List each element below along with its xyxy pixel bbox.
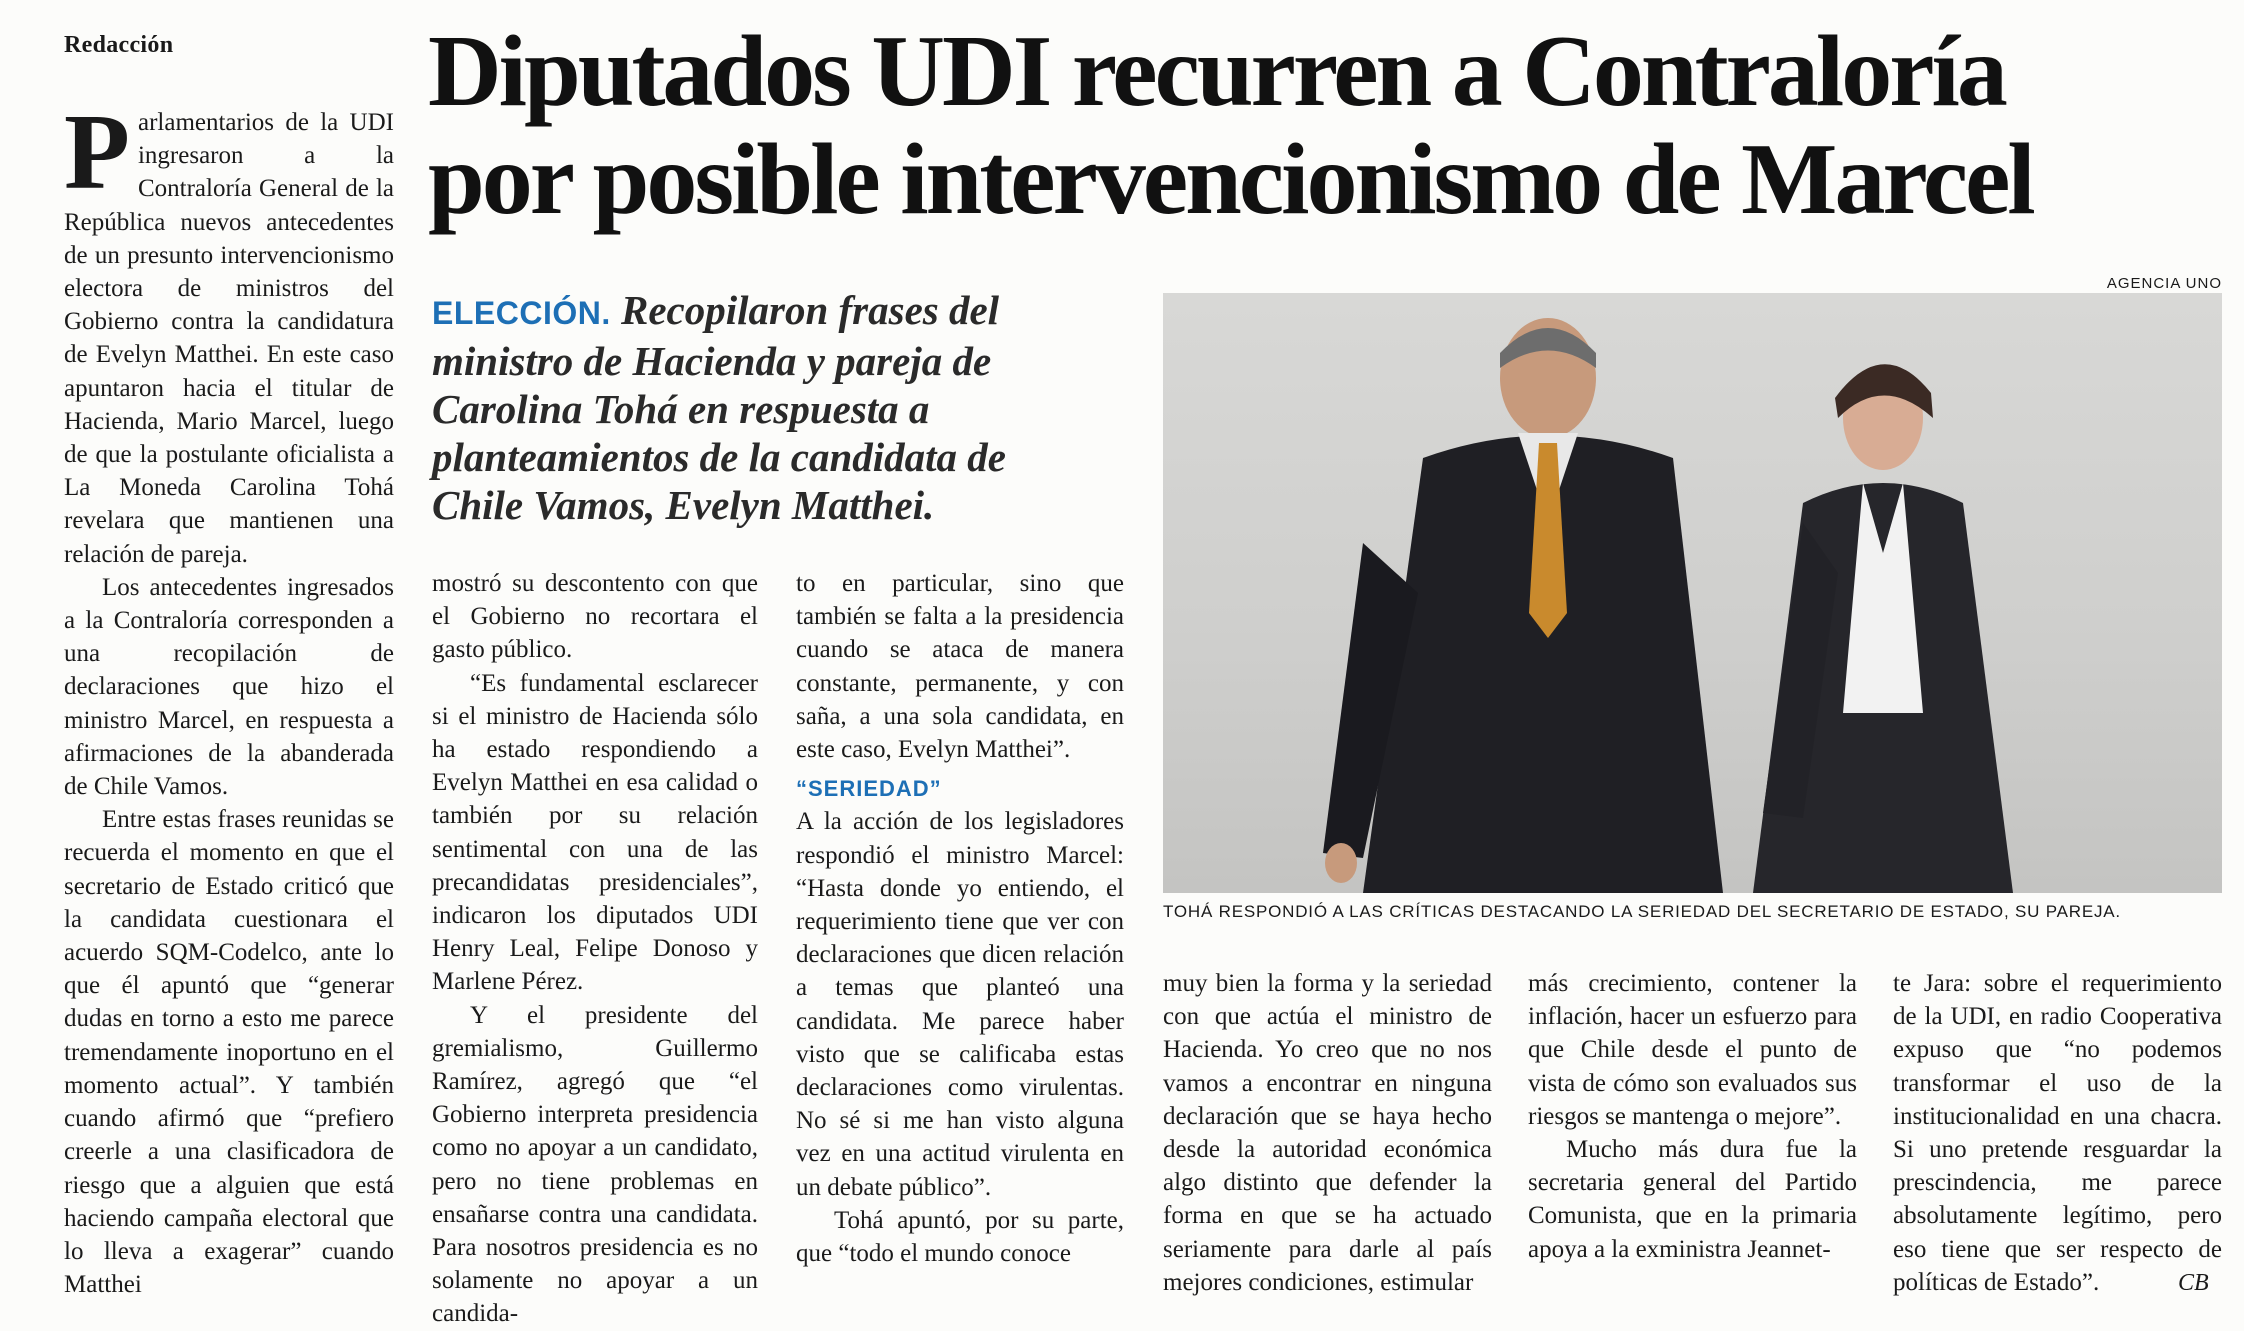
article-column-3	[796, 567, 1124, 1270]
paragraph-8: A la acción de los legisladores respondió el ministro Marcel: “Hasta donde yo entiendo, el requerimiento tiene que ver con declaraciones que dicen relación a temas que planteó una candidata. Me parece haber visto que se calificaba estas declaraciones como virulentas. No sé si me han visto alguna vez en una actitud virulenta en un debate público”.	[796, 808, 1124, 1201]
headline-line-2: por posible intervencionismo de Marcel	[428, 123, 2033, 236]
paragraph-1	[64, 93, 394, 571]
article-column-5	[1528, 967, 1857, 1266]
section-subhead: “SERIEDAD”	[796, 776, 942, 802]
paragraph-7: to en particular, sino que también se falta a la presidencia cuando se ataca de manera constante, permanente, y con saña, a una sola candidata, en este caso, Evelyn Matthei”.	[796, 570, 1124, 764]
headline-line-1: Diputados UDI recurren a Contraloría	[428, 15, 2005, 128]
paragraph-6: Y el presidente del gremialismo, Guillermo Ramírez, agregó que “el Gobierno interpreta presidencia como no apoyar a un candidato, pero no tiene problemas en ensañarse contra una candidata. Para nosotros presidencia es no solamente no apoyar a un candida-	[432, 1001, 758, 1328]
photo-caption: TOHÁ RESPONDIÓ A LAS CRÍTICAS DESTACANDO LA SERIEDAD DEL SECRETARIO DE ESTADO, SU PAREJA.	[1163, 902, 2121, 921]
photo-illustration	[1163, 293, 2222, 893]
article-column-4	[1163, 967, 1492, 1299]
article-column-6	[1893, 967, 2222, 1299]
article-column-2	[432, 567, 758, 1331]
person-woman-illustration	[1753, 364, 2013, 893]
deck-label: ELECCIÓN.	[432, 295, 611, 331]
article-column-1	[64, 93, 394, 1301]
author-signoff: CB	[2178, 1270, 2209, 1296]
paragraph-3: Entre estas frases reunidas se recuerda el momento en que el secretario de Estado criticó que la candidata cuestionara el acuerdo SQM-Codelco, ante lo que él apuntó que “generar dudas en torno a esto me parece tremendamente inoportuno en el momento actual”. Y también cuando afirmó que “prefiero creerle a una clasificadora de riesgo que a alguien que está haciendo campaña electoral que lo lleva a exagerar” cuando Matthei	[64, 806, 394, 1299]
drop-cap: P	[64, 93, 130, 212]
person-man-illustration	[1323, 318, 1723, 893]
paragraph-9: Tohá apuntó, por su parte, que “todo el mundo conoce	[796, 1206, 1124, 1268]
paragraph-12: Mucho más dura fue la secretaria general del Partido Comunista, que en la primaria apoya a la exministra Jeannet-	[1528, 1136, 1857, 1263]
headline	[428, 15, 2228, 236]
paragraph-1-text: arlamentarios de la UDI ingresaron a la Contraloría General de la República nuevos antecedentes de un presunto intervencionismo electora de ministros del Gobierno contra la candidatura de Evelyn Matthei. En este caso apuntaron hacia el titular de Hacienda, Mario Marcel, luego de que la postulante oficialista a La Moneda Carolina Tohá revelara que mantienen una relación de pareja.	[64, 109, 394, 568]
article-photo	[1163, 293, 2222, 893]
paragraph-10: muy bien la forma y la seriedad con que actúa el ministro de Hacienda. Yo creo que no nos vamos a encontrar en ninguna declaración que se haya hecho desde la autoridad económica algo distinto que defender la forma en que se ha actuado seriamente para darle al país mejores condiciones, estimular	[1163, 970, 1492, 1296]
paragraph-5: “Es fundamental esclarecer si el ministro de Hacienda sólo ha estado respondiendo a Evelyn Matthei en esa calidad o también por su relación sentimental con una de las precandidatas presidenciales”, indicaron los diputados UDI Henry Leal, Felipe Donoso y Marlene Pérez.	[432, 669, 758, 996]
paragraph-4: mostró su descontento con que el Gobierno no recortara el gasto público.	[432, 570, 758, 664]
paragraph-2: Los antecedentes ingresados a la Contraloría corresponden a una recopilación de declaraciones que hizo el ministro Marcel, en respuesta a afirmaciones de la abanderada de Chile Vamos.	[64, 573, 394, 801]
article-deck	[432, 286, 1052, 529]
photo-credit: AGENCIA UNO	[2106, 275, 2222, 292]
byline: Redacción	[64, 32, 174, 58]
paragraph-11: más crecimiento, contener la inflación, hacer un esfuerzo para que Chile desde el punto de vista de cómo son evaluados sus riesgos se mantenga o mejore”.	[1528, 970, 1857, 1130]
paragraph-13: te Jara: sobre el requerimiento de la UDI, en radio Cooperativa expuso que “no podemos transformar el uso de la institucionalidad en una chacra. Si uno pretende resguardar la prescindencia, me parece absolutamente legítimo, pero eso tiene que ser respecto de políticas de Estado”.	[1893, 970, 2222, 1296]
deck-text: Recopilaron frases del ministro de Hacienda y pareja de Carolina Tohá en respuesta a planteamientos de la candidata de Chile Vamos, Evelyn Matthei.	[432, 287, 1006, 528]
